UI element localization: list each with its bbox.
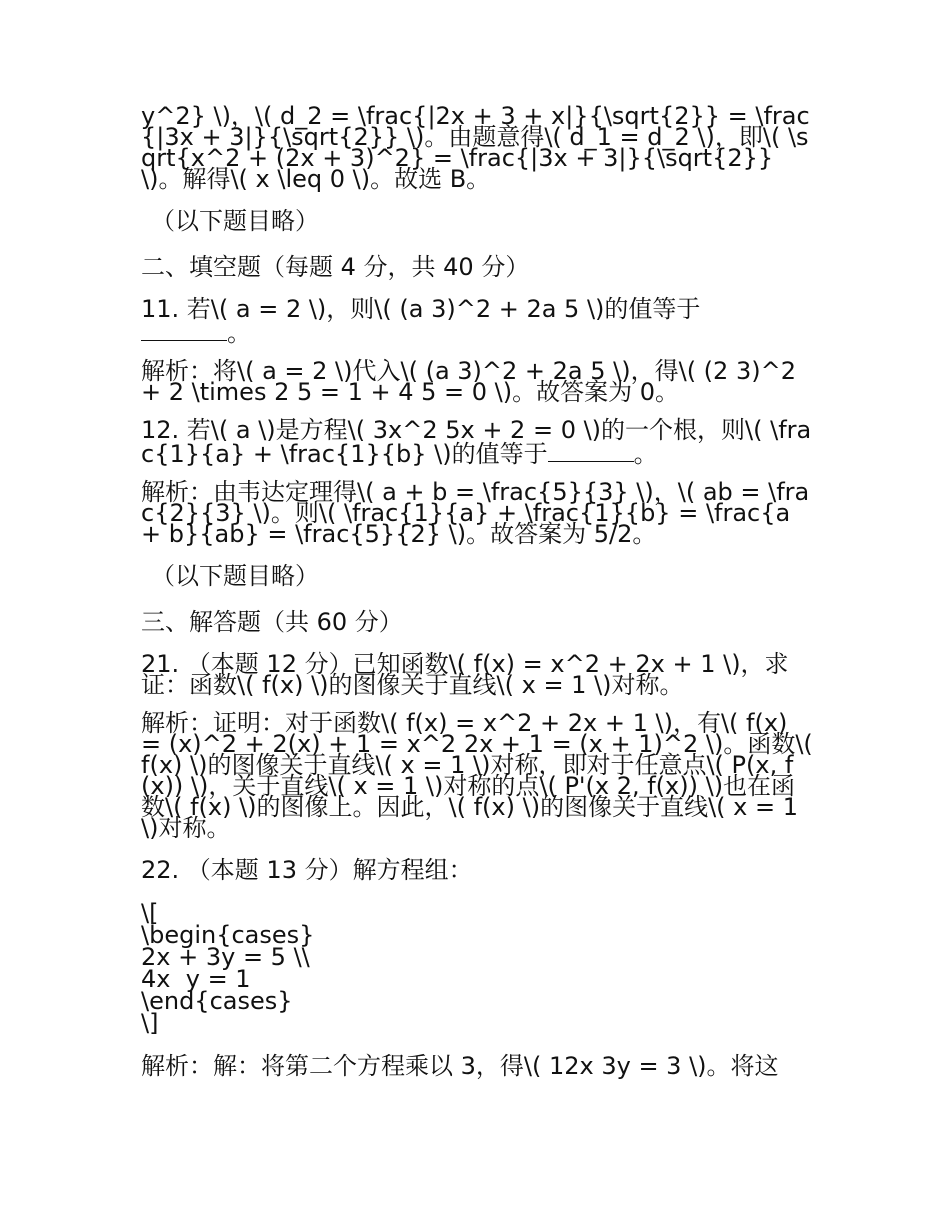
answer-21: 解析：证明：对于函数\( f(x) = x^2 + 2x + 1 \)，有\( f(x) = (x)^2 + 2(x) + 1 = x^2 2x + 1 = (x + 1)^2 \)。函数\( f(x) \)的图像关于直线\( x = 1 \)对称，即对于任意点\( P(x, f(x)) \)，关于直线\( x = 1 \)对称的点\( P'(x 2, f(x)) \)也在函数\( f(x) \)的图像上。因此，\( f(x) \)的图像关于直线\( x = 1 \)对称。 xyxy=(141,709,813,842)
omitted-note: （以下题目略） xyxy=(151,207,319,235)
question-11 xyxy=(141,295,813,347)
answer-12: 解析：由韦达定理得\( a + b = \frac{5}{3} \)，\( ab = \frac{2}{3} \)。则\( \frac{1}{a} + \frac{1}{b} = \frac{a + b}{ab} = \frac{5}{2} \)。故答案为 5/2。 xyxy=(141,478,810,548)
question-12-text: 12. 若\( a \)是方程\( 3x^2 5x + 2 = 0 \)的一个根，则\( \frac{1}{a} + \frac{1}{b} \)的值等于 xyxy=(141,416,812,468)
answer-blank xyxy=(141,320,227,341)
section-heading-solve: 三、解答题（共 60 分） xyxy=(141,608,403,636)
document-page xyxy=(141,102,813,1094)
equation-system: \[ \begin{cases} 2x + 3y = 5 \\ 4x y = 1 \end{cases} \] xyxy=(141,899,315,1037)
answer-blank xyxy=(548,441,634,462)
section-heading-fill-blank: 二、填空题（每题 4 分，共 40 分） xyxy=(141,253,530,281)
blank-suffix: 。 xyxy=(633,440,658,468)
question-22: 22. （本题 13 分）解方程组： xyxy=(141,856,473,884)
blank-suffix: 。 xyxy=(227,319,251,347)
omitted-note: （以下题目略） xyxy=(151,562,319,590)
question-11-text: 11. 若\( a = 2 \)，则\( (a 3)^2 + 2a 5 \)的值等于 xyxy=(141,295,701,323)
question-21: 21. （本题 12 分）已知函数\( f(x) = x^2 + 2x + 1 \)，求证：函数\( f(x) \)的图像关于直线\( x = 1 \)对称。 xyxy=(141,650,789,699)
answer-11: 解析：将\( a = 2 \)代入\( (a 3)^2 + 2a 5 \)，得\( (2 3)^2 + 2 \times 2 5 = 1 + 4 5 = 0 \)。故答案为 0。 xyxy=(141,357,796,406)
answer-22: 解析：解：将第二个方程乘以 3，得\( 12x 3y = 3 \)。将这 xyxy=(141,1052,779,1080)
answer-continued-paragraph: y^2} \)，\( d_2 = \frac{|2x + 3 + x|}{\sqrt{2}} = \frac{|3x + 3|}{\sqrt{2}} \)。由题意得\( d_1 = d_2 \)，即\( \sqrt{x^2 + (2x + 3)^2} = \frac{|3x + 3|}{\sqrt{2}} \)。解得\( x \leq 0 \)。故选 B。 xyxy=(141,102,810,193)
question-12 xyxy=(141,416,813,468)
